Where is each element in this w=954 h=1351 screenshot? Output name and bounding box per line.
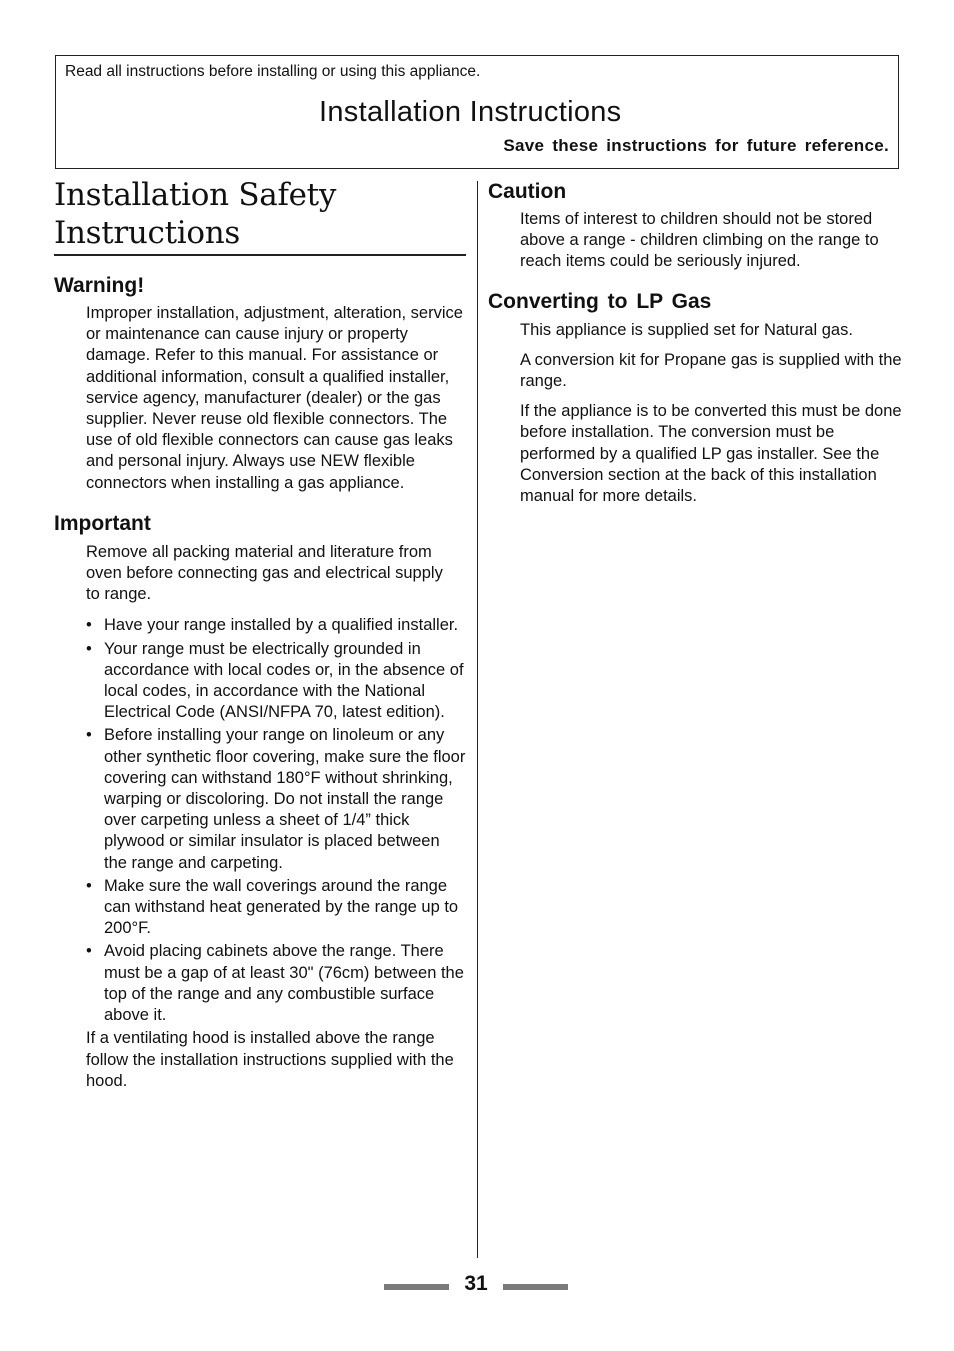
list-item: • Avoid placing cabinets above the range. There must be a gap of at least 30" (76cm) between the top of the range and any combustible surface above it. — [86, 941, 466, 1026]
list-item: • Have your range installed by a qualified installer. — [86, 615, 466, 636]
header-box — [55, 55, 899, 169]
left-column — [54, 176, 466, 1092]
list-item: • Before installing your range on linoleum or any other synthetic floor covering, make sure the floor covering can withstand 180°F without shrinking, warping or discoloring. Do not install the range over carpeting unless a sheet of 1/4” thick plywood or similar insulator is placed between the range and carpeting. — [86, 725, 466, 873]
lp-paragraph-1: This appliance is supplied set for Natural gas. — [520, 320, 853, 339]
list-item: • Your range must be electrically grounded in accordance with local codes or, in the absence of local codes, in accordance with the National Electrical Code (ANSI/NFPA 70, latest edition). — [86, 639, 466, 724]
footer-bar-right — [503, 1284, 568, 1290]
caution-heading: Caution — [488, 180, 567, 203]
lp-heading: Converting to LP Gas — [488, 289, 712, 313]
page-number: 31 — [464, 1272, 488, 1295]
hood-note: If a ventilating hood is installed above the range follow the installation instructions supplied with the hood. — [86, 1029, 454, 1090]
page-number-footer — [384, 1272, 568, 1302]
right-column — [488, 176, 908, 507]
important-intro: Remove all packing material and literature from oven before connecting gas and electrical supply to range. — [86, 542, 443, 604]
lp-paragraph-3: If the appliance is to be converted this must be done before installation. The conversion must be performed by a qualified LP gas installer. See the Conversion section at the back of this installation manual for more details. — [520, 402, 902, 506]
lp-paragraph-2: A conversion kit for Propane gas is supplied with the range. — [520, 350, 902, 391]
caution-text: Items of interest to children should not be stored above a range - children climbing on the range to reach items could be seriously injured. — [520, 210, 879, 271]
important-heading: Important — [54, 511, 151, 535]
section-title: Installation Safety Instructions — [54, 176, 466, 256]
list-item: • Make sure the wall coverings around the range can withstand heat generated by the range up to 200°F. — [86, 876, 466, 940]
warning-text: Improper installation, adjustment, alteration, service or maintenance can cause injury or property damage. Refer to this manual. For assistance or additional information, consult a qualified installer, service agency, manufacturer (dealer) or the gas supplier. Never reuse old flexible connectors. The use of old flexible connectors can cause gas leaks and personal injury. Always use NEW flexible connectors when installing a gas appliance. — [86, 304, 463, 492]
important-bullet-list — [54, 615, 466, 1026]
warning-heading: Warning! — [54, 274, 145, 297]
page-title: Installation Instructions — [319, 96, 622, 128]
column-divider — [477, 181, 478, 1258]
read-instructions-note: Read all instructions before installing or using this appliance. — [65, 63, 481, 80]
save-instructions-note: Save these instructions for future reference. — [503, 136, 889, 155]
